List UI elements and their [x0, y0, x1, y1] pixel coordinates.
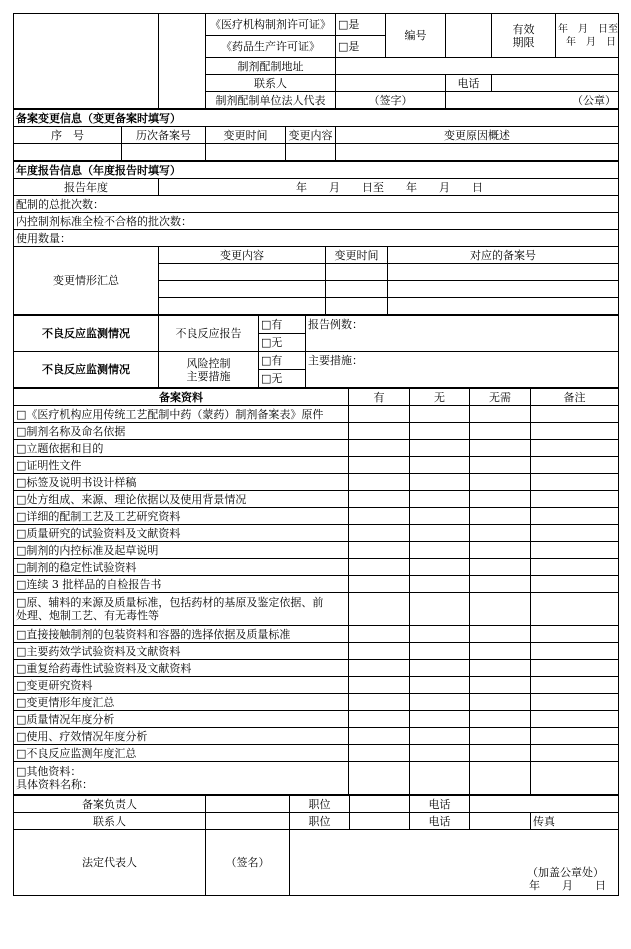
risk-label-1: 风险控制	[186, 356, 231, 370]
batches-field[interactable]: 配制的总批次数：	[14, 196, 619, 213]
year-field[interactable]	[159, 179, 619, 196]
material-item[interactable]: □详细的配制工艺及工艺研究资料	[14, 508, 349, 525]
cert1-label: 《医疗机构制剂许可证》	[206, 14, 336, 36]
adverse-label-1: 不良反应监测情况	[14, 316, 159, 352]
address-field[interactable]	[336, 58, 619, 75]
material-item[interactable]: □不良反应监测年度汇总	[14, 745, 349, 762]
material-item[interactable]: □处方组成、来源、理论依据以及使用背景情况	[14, 491, 349, 508]
material-cell[interactable]	[470, 576, 531, 593]
year-to: 年 月 日	[406, 180, 483, 194]
col-has: 有	[349, 389, 410, 406]
report-has-checkbox[interactable]: □有	[259, 316, 306, 334]
footer-table	[13, 795, 619, 896]
contact-field[interactable]	[336, 75, 446, 92]
material-cell[interactable]	[349, 660, 410, 677]
material-item-raw-1: □原、辅料的来源及质量标准，包括药材的基原及鉴定依据、前	[16, 596, 324, 609]
material-cell[interactable]	[470, 660, 531, 677]
legal-rep-label: 制剂配制单位法人代表	[206, 92, 336, 109]
col-time: 变更时间	[206, 127, 286, 144]
col-note: 备注	[531, 389, 619, 406]
position-label: 职位	[290, 796, 350, 813]
material-cell[interactable]	[531, 762, 619, 795]
material-cell[interactable]	[349, 694, 410, 711]
annual-title: 年度报告信息（年度报告时填写）	[14, 162, 619, 179]
summary-cell[interactable]	[388, 281, 619, 298]
material-cell[interactable]	[410, 457, 470, 474]
phone-label: 电话	[446, 75, 492, 92]
material-cell[interactable]	[349, 440, 410, 457]
cert2-yes-checkbox[interactable]: □是	[336, 36, 386, 58]
material-cell[interactable]	[410, 643, 470, 660]
phone-field[interactable]	[492, 75, 619, 92]
materials-table	[13, 388, 619, 795]
material-cell[interactable]	[410, 508, 470, 525]
cert2-label: 《药品生产许可证》	[206, 36, 336, 58]
material-item[interactable]: □使用、疗效情况年度分析	[14, 728, 349, 745]
legal-sign-label[interactable]: （签名）	[206, 830, 290, 896]
case-count[interactable]: 报告例数：	[306, 316, 619, 334]
material-cell[interactable]	[470, 593, 531, 626]
material-cell[interactable]	[349, 643, 410, 660]
annual-table	[13, 161, 619, 315]
filing-form	[13, 13, 618, 896]
material-cell[interactable]	[410, 576, 470, 593]
material-cell[interactable]	[470, 711, 531, 728]
valid-period-field[interactable]	[556, 14, 619, 58]
contact-label-footer: 联系人	[14, 813, 206, 830]
material-cell[interactable]	[531, 745, 619, 762]
material-cell[interactable]	[531, 491, 619, 508]
contact-label: 联系人	[206, 75, 336, 92]
material-item[interactable]: □制剂名称及命名依据	[14, 423, 349, 440]
material-cell[interactable]	[531, 525, 619, 542]
material-cell[interactable]	[349, 406, 410, 423]
material-item[interactable]: □变更研究资料	[14, 677, 349, 694]
material-item[interactable]: □连续 3 批样品的自检报告书	[14, 576, 349, 593]
material-item[interactable]: □变更情形年度汇总	[14, 694, 349, 711]
risk-label-2: 主要措施	[186, 369, 231, 383]
phone-label-2: 电话	[410, 813, 470, 830]
material-item[interactable]: □直接接触制剂的包装资料和容器的选择依据及质量标准	[14, 626, 349, 643]
phone-field-footer[interactable]	[470, 796, 619, 813]
material-cell[interactable]	[531, 508, 619, 525]
fax-cell	[531, 813, 619, 830]
material-cell[interactable]	[470, 423, 531, 440]
seal-area[interactable]	[290, 830, 619, 896]
change-cell[interactable]	[206, 144, 286, 161]
cert1-yes-checkbox[interactable]: □是	[336, 14, 386, 36]
material-cell[interactable]	[531, 474, 619, 491]
material-cell[interactable]	[531, 643, 619, 660]
material-cell[interactable]	[410, 525, 470, 542]
material-cell[interactable]	[410, 694, 470, 711]
material-cell[interactable]	[531, 406, 619, 423]
change-info-table	[13, 109, 619, 161]
material-cell[interactable]	[470, 542, 531, 559]
material-cell[interactable]	[470, 491, 531, 508]
material-cell[interactable]	[470, 677, 531, 694]
material-cell[interactable]	[349, 559, 410, 576]
material-cell[interactable]	[470, 643, 531, 660]
material-cell[interactable]	[531, 677, 619, 694]
filer-label: 备案负责人	[14, 796, 206, 813]
change-cell[interactable]	[122, 144, 206, 161]
position-label-2: 职位	[290, 813, 350, 830]
summary-col-time: 变更时间	[326, 247, 388, 264]
seal-label: （公章）	[446, 92, 619, 109]
material-item[interactable]: □制剂的内控标准及起草说明	[14, 542, 349, 559]
material-cell[interactable]	[410, 677, 470, 694]
material-item-raw-2: 处理、炮制工艺、有无毒性等	[16, 609, 159, 622]
position-field-2[interactable]	[350, 813, 410, 830]
material-cell[interactable]	[470, 762, 531, 795]
col-none: 无	[410, 389, 470, 406]
material-item-other[interactable]	[14, 762, 349, 795]
material-cell[interactable]	[470, 457, 531, 474]
material-cell[interactable]	[531, 593, 619, 626]
position-field[interactable]	[350, 796, 410, 813]
material-cell[interactable]	[531, 423, 619, 440]
material-cell[interactable]	[410, 728, 470, 745]
phone-label-footer: 电话	[410, 796, 470, 813]
summary-cell[interactable]	[326, 281, 388, 298]
summary-col-content: 变更内容	[159, 247, 326, 264]
year-from: 年 月 日至	[296, 180, 384, 194]
usage-field[interactable]: 使用数量：	[14, 230, 619, 247]
material-cell[interactable]	[410, 762, 470, 795]
material-cell[interactable]	[470, 559, 531, 576]
summary-cell[interactable]	[159, 264, 326, 281]
material-item[interactable]: □《医疗机构应用传统工艺配制中药（蒙药）制剂备案表》原件	[14, 406, 349, 423]
case-count-space[interactable]	[306, 334, 619, 352]
material-cell[interactable]	[410, 440, 470, 457]
unqualified-field[interactable]: 内控制剂标准全检不合格的批次数：	[14, 213, 619, 230]
material-item[interactable]: □重复给药毒性试验资料及文献资料	[14, 660, 349, 677]
risk-none-checkbox[interactable]: □无	[259, 370, 306, 388]
summary-cell[interactable]	[388, 264, 619, 281]
summary-cell[interactable]	[159, 281, 326, 298]
fax-label: 传真	[533, 814, 555, 828]
material-item[interactable]: □证明性文件	[14, 457, 349, 474]
summary-cell[interactable]	[326, 298, 388, 315]
col-no: 序 号	[14, 127, 122, 144]
valid-from: 年 月 日至	[558, 23, 618, 35]
material-cell[interactable]	[349, 423, 410, 440]
material-item[interactable]: □制剂的稳定性试验资料	[14, 559, 349, 576]
summary-cell[interactable]	[326, 264, 388, 281]
material-cell[interactable]	[470, 508, 531, 525]
material-item[interactable]: □质量情况年度分析	[14, 711, 349, 728]
material-cell[interactable]	[349, 677, 410, 694]
material-cell[interactable]	[349, 745, 410, 762]
risk-has-checkbox[interactable]: □有	[259, 352, 306, 370]
material-cell[interactable]	[410, 711, 470, 728]
materials-body-1	[14, 406, 619, 593]
material-cell[interactable]	[410, 745, 470, 762]
address-label: 制剂配制地址	[206, 58, 336, 75]
material-cell[interactable]	[470, 728, 531, 745]
footer-date: 年 月 日	[529, 879, 606, 892]
material-cell[interactable]	[531, 440, 619, 457]
material-item[interactable]: □立题依据和目的	[14, 440, 349, 457]
valid-label-1: 有效	[512, 22, 535, 36]
contact-field-footer[interactable]	[206, 813, 290, 830]
material-cell[interactable]	[410, 491, 470, 508]
material-cell[interactable]	[470, 745, 531, 762]
material-cell[interactable]	[410, 593, 470, 626]
year-label: 报告年度	[14, 179, 159, 196]
material-cell[interactable]	[349, 593, 410, 626]
report-label: 不良反应报告	[159, 316, 259, 352]
material-cell[interactable]	[349, 457, 410, 474]
header-blank-1	[14, 14, 159, 109]
serial-field[interactable]	[446, 14, 492, 58]
header-blank-2	[159, 14, 206, 109]
material-cell[interactable]	[410, 626, 470, 643]
material-cell[interactable]	[531, 542, 619, 559]
material-cell[interactable]	[349, 576, 410, 593]
summary-label: 变更情形汇总	[14, 247, 159, 315]
material-item-raw[interactable]	[14, 593, 349, 626]
serial-label: 编号	[386, 14, 446, 58]
measures-space[interactable]	[306, 370, 619, 388]
col-prev: 历次备案号	[122, 127, 206, 144]
col-reason: 变更原因概述	[336, 127, 619, 144]
material-cell[interactable]	[470, 440, 531, 457]
material-cell[interactable]	[410, 542, 470, 559]
material-item-other-2: 具体资料名称：	[16, 778, 93, 791]
material-cell[interactable]	[531, 711, 619, 728]
material-cell[interactable]	[410, 423, 470, 440]
material-cell[interactable]	[531, 660, 619, 677]
summary-col-no: 对应的备案号	[388, 247, 619, 264]
sign-label[interactable]: （签字）	[336, 92, 446, 109]
change-cell[interactable]	[14, 144, 122, 161]
material-cell[interactable]	[349, 491, 410, 508]
footer-seal-label: （加盖公章处）	[527, 866, 604, 879]
change-cell[interactable]	[336, 144, 619, 161]
material-cell[interactable]	[470, 525, 531, 542]
material-cell[interactable]	[349, 542, 410, 559]
valid-label-2: 期限	[512, 35, 535, 49]
material-cell[interactable]	[349, 762, 410, 795]
col-noneed: 无需	[470, 389, 531, 406]
report-none-checkbox[interactable]: □无	[259, 334, 306, 352]
material-cell[interactable]	[470, 406, 531, 423]
material-item[interactable]: □质量研究的试验资料及文献资料	[14, 525, 349, 542]
material-item[interactable]: □标签及说明书设计样稿	[14, 474, 349, 491]
materials-title: 备案资料	[14, 389, 349, 406]
material-cell[interactable]	[349, 728, 410, 745]
measures[interactable]: 主要措施：	[306, 352, 619, 370]
material-cell[interactable]	[410, 559, 470, 576]
change-cell[interactable]	[286, 144, 336, 161]
material-cell[interactable]	[531, 626, 619, 643]
material-cell[interactable]	[531, 559, 619, 576]
valid-label	[492, 14, 556, 58]
material-cell[interactable]	[470, 626, 531, 643]
adverse-label-2: 不良反应监测情况	[14, 352, 159, 388]
header-table	[13, 13, 619, 109]
phone-field-2[interactable]	[470, 813, 531, 830]
material-cell[interactable]	[349, 474, 410, 491]
material-cell[interactable]	[349, 711, 410, 728]
material-cell[interactable]	[531, 457, 619, 474]
summary-cell[interactable]	[159, 298, 326, 315]
legal-label: 法定代表人	[14, 830, 206, 896]
filer-field[interactable]	[206, 796, 290, 813]
material-cell[interactable]	[531, 576, 619, 593]
material-cell[interactable]	[531, 728, 619, 745]
material-item[interactable]: □主要药效学试验资料及文献资料	[14, 643, 349, 660]
material-cell[interactable]	[410, 660, 470, 677]
change-info-title: 备案变更信息（变更备案时填写）	[14, 110, 619, 127]
material-cell[interactable]	[470, 694, 531, 711]
material-cell[interactable]	[349, 626, 410, 643]
material-cell[interactable]	[531, 694, 619, 711]
material-cell[interactable]	[349, 525, 410, 542]
material-item-other-1: □其他资料：	[16, 765, 82, 778]
material-cell[interactable]	[470, 474, 531, 491]
material-cell[interactable]	[410, 406, 470, 423]
valid-to: 年 月 日	[566, 36, 616, 48]
adverse-table	[13, 315, 619, 388]
summary-cell[interactable]	[388, 298, 619, 315]
material-cell[interactable]	[410, 474, 470, 491]
col-content: 变更内容	[286, 127, 336, 144]
materials-body-2	[14, 626, 619, 762]
material-cell[interactable]	[349, 508, 410, 525]
risk-label	[159, 352, 259, 388]
